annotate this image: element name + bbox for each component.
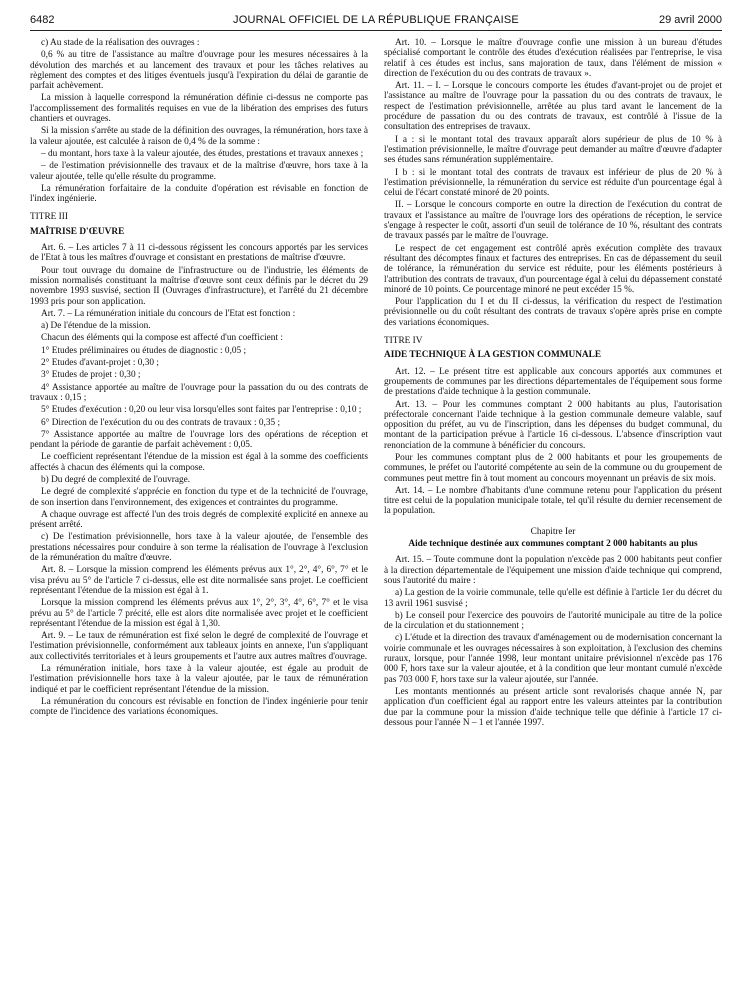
right-column bbox=[384, 38, 722, 730]
article: Art. 13. – Pour les communes comptant 2 000 habitants au plus, l'autorisation préfectorale concernant l'aide technique à la gestion communale demeure valable, sauf opposition du préfet, au vu de l'inscription, dans les dépenses du budget communal, du montant de la participation prévue à l'article 16 ci-dessous. L'absence d'inscription vaut renonciation de la commune à bénéficier du concours. bbox=[384, 399, 722, 451]
paragraph: 0,6 % au titre de l'assistance au maître d'ouvrage pour les mesures nécessaires à la dévolution des marchés et au lancement des travaux et pour les tâches relatives au règlement des comptes et des litiges éventuels jusqu'à l'expiration du délai de garantie de parfait achèvement. bbox=[30, 50, 368, 92]
left-column bbox=[30, 38, 368, 720]
article: Art. 12. – Le présent titre est applicable aux concours apportés aux communes et groupements de communes par les directions départementales de l'équipement sous forme de prestations d'aide technique à la gestion communale. bbox=[384, 366, 722, 398]
chapter-subheading: Aide technique destinée aux communes comptant 2 000 habitants au plus bbox=[408, 539, 698, 550]
title-subheading: AIDE TECHNIQUE À LA GESTION COMMUNALE bbox=[384, 350, 602, 361]
paragraph: Le coefficient représentant l'étendue de la mission est égal à la somme des coefficients affectés à chacun des éléments qui la compose. bbox=[30, 452, 368, 473]
article: Art. 7. – La rémunération initiale du concours de l'Etat est fonction : bbox=[41, 308, 296, 319]
paragraph: I a : si le montant total des travaux apparaît alors supérieur de plus de 10 % à l'estimation prévisionnelle, le maître d'ouvrage peut demander au maître d'œuvre d'adapter ses études sans rémunération supplémentaire. bbox=[384, 134, 722, 166]
paragraph: – du montant, hors taxe à la valeur ajoutée, des études, prestations et travaux annexes ; bbox=[41, 148, 364, 159]
paragraph: a) De l'étendue de la mission. bbox=[41, 321, 151, 332]
paragraph: II. – Lorsque le concours comporte en outre la direction de l'exécution du contrat de travaux et l'assistance au maître de l'ouvrage lors des opérations de réception, le service s'engage à respecter le coût, assorti d'un seuil de tolérance de 10 %, résultant des contrats de travaux passés par le maître de l'ouvrage. bbox=[384, 200, 722, 242]
paragraph: La rémunération forfaitaire de la conduite d'opération est révisable en fonction de l'index ingénierie. bbox=[30, 183, 368, 205]
paragraph: c) L'étude et la direction des travaux d'aménagement ou de modernisation concernant la voirie communale et les ouvrages nécessaires à son exploitation, à l'exclusion des chemins ruraux, lorsque, pour l'année 1998, leur montant unitaire prévisionnel n'excède pas 176 000 F, hors taxe sur la valeur ajoutée, et à la condition que leur montant cumulé n'excède pas 703 000 F, hors taxe sur la valeur ajoutée, sur l'année. bbox=[384, 633, 722, 685]
article: Art. 15. – Toute commune dont la population n'excède pas 2 000 habitants peut confier à la direction départementale de l'équipement une mission d'aide technique qui comprend, sous l'autorité du maire : bbox=[384, 555, 722, 586]
paragraph: – de l'estimation prévisionnelle des travaux et de la maîtrise d'œuvre, hors taxe à la valeur ajoutée, telle qu'elle résulte du programme. bbox=[30, 161, 368, 182]
list-item: 3° Etudes de projet : 0,30 ; bbox=[41, 370, 141, 381]
title-heading: TITRE III bbox=[30, 212, 68, 223]
paragraph: b) Du degré de complexité de l'ouvrage. bbox=[41, 474, 191, 485]
paragraph: La rémunération du concours est révisable en fonction de l'index ingénierie pour tenir compte de l'incidence des variations économiques. bbox=[30, 696, 368, 718]
journal-title: JOURNAL OFFICIEL DE LA RÉPUBLIQUE FRANÇAISE bbox=[233, 14, 519, 26]
list-item: 5° Etudes d'exécution : 0,20 ou leur visa lorsqu'elles sont faites par l'entreprise : 0,10 ; bbox=[41, 405, 362, 416]
paragraph: I b : si le montant total des contrats de travaux est inférieur de plus de 20 % à l'estimation prévisionnelle, la rémunération du service est réduite d'un pourcentage égal à celui de l'écart constaté minoré de 20 points. bbox=[384, 167, 722, 199]
paragraph: Si la mission s'arrête au stade de la définition des ouvrages, la rémunération, hors taxe à la valeur ajoutée, est calculée à raison de 0,4 % de la somme : bbox=[30, 126, 368, 147]
paragraph: Lorsque la mission comprend les éléments prévus aux 1°, 2°, 3°, 4°, 6°, 7° et le visa prévu au 5° de l'article 7 précité, elle est alors dite normalisée avec projet et le coefficient représentant l'étendue de la mission est égal à 1,30. bbox=[30, 598, 368, 629]
article: Art. 8. – Lorsque la mission comprend les éléments prévus aux 1°, 2°, 4°, 6°, 7° et le visa prévu au 5° de l'article 7 ci-dessus, elle est dite normalisée sans projet. Le coefficient représentant l'étendue de la mission est égal à 1. bbox=[30, 565, 368, 596]
paragraph: Les montants mentionnés au présent article sont revalorisés chaque année N, par application d'un coefficient égal au rapport entre les valeurs atteintes par la contribution due par la commune pour la mission d'aide technique telle que définie à l'article 17 ci-dessous pour l'année N – 1 et l'année 1997. bbox=[384, 686, 722, 728]
article: Art. 14. – Le nombre d'habitants d'une commune retenu pour l'application du présent titre est celui de la population municipale totale, tel qu'il résulte du dernier recensement de la population. bbox=[384, 485, 722, 517]
paragraph: a) La gestion de la voirie communale, telle qu'elle est définie à l'article 1er du décret du 13 avril 1961 susvisé ; bbox=[384, 588, 722, 609]
paragraph: Le degré de complexité s'apprécie en fonction du type et de la technicité de l'ouvrage, de son insertion dans l'environnement, des exigences et contraintes du programme. bbox=[30, 487, 368, 508]
paragraph: Pour les communes comptant plus de 2 000 habitants et pour les groupements de communes, le préfet ou l'autorité compétente au sein de la commune ou du groupement de communes peut mettre fin à tout moment au concours moyennant un préavis de six mois. bbox=[384, 452, 722, 484]
paragraph: c) Au stade de la réalisation des ouvrages : bbox=[41, 38, 200, 48]
paragraph: c) De l'estimation prévisionnelle, hors taxe à la valeur ajoutée, de l'ensemble des prestations nécessaires pour conduire à son terme la réalisation de l'ouvrage à l'exclusion de la rémunération du maître d'œuvre. bbox=[30, 532, 368, 564]
chapter-heading: Chapitre Ier bbox=[530, 526, 576, 537]
paragraph: La rémunération initiale, hors taxe à la valeur ajoutée, est égale au produit de l'estimation prévisionnelle hors taxe à la valeur ajoutée, par le taux de rémunération indiqué et par le coefficient représentant l'étendue de la mission. bbox=[30, 664, 368, 695]
paragraph: A chaque ouvrage est affecté l'un des trois degrés de complexité explicité en annexe au présent arrêté. bbox=[30, 509, 368, 531]
page-number: 6482 bbox=[30, 14, 55, 26]
title-heading: TITRE IV bbox=[384, 336, 423, 347]
header-rule bbox=[30, 30, 722, 31]
list-item: 7° Assistance apportée au maître de l'ouvrage lors des opérations de réception et pendant la période de garantie de parfait achèvement : 0,05. bbox=[30, 429, 368, 451]
article: Art. 10. – Lorsque le maître d'ouvrage confie une mission à un bureau d'études spécialisé comportant le contrôle des études d'exécution réalisées par l'entreprise, le visa relatif à ces études est inclus, sans majoration de taux, dans l'élément de mission « direction de l'exécution du ou des contrats de travaux ». bbox=[384, 38, 722, 79]
list-item: 6° Direction de l'exécution du ou des contrats de travaux : 0,35 ; bbox=[41, 417, 281, 428]
paragraph: La mission à laquelle correspond la rémunération définie ci-dessus ne comporte pas l'accomplissement des formalités requises en vue de la libération des emprises des futurs chantiers et ouvrages. bbox=[30, 93, 368, 125]
article: Art. 11. – I. – Lorsque le concours comporte les études d'avant-projet ou de projet et l'assistance au maître de l'ouvrage pour la passation du ou des contrats de travaux, le respect de l'estimation prévisionnelle, arrêtée au plus tard avant le lancement de la procédure de passation du ou des contrats de travaux, est contrôlé à l'issue de la consultation des entreprises de travaux. bbox=[384, 81, 722, 133]
list-item: 4° Assistance apportée au maître de l'ouvrage pour la passation du ou des contrats de travaux : 0,15 ; bbox=[30, 382, 368, 403]
list-item: 1° Etudes préliminaires ou études de diagnostic : 0,05 ; bbox=[41, 345, 247, 356]
article: Art. 6. – Les articles 7 à 11 ci-dessous régissent les concours apportés par les services de l'Etat à tous les maîtres d'ouvrage et consistant en prestations de maîtrise d'œuvre. bbox=[30, 243, 368, 264]
paragraph: Pour tout ouvrage du domaine de l'infrastructure ou de l'industrie, les éléments de mission normalisés constituant la maîtrise d'œuvre sont ceux définis par le décret du 29 novembre 1993 susvisé, section II (Ouvrages d'infrastructure), et l'arrêté du 21 décembre 1993 pris pour son application. bbox=[30, 265, 368, 307]
title-subheading: MAÎTRISE D'ŒUVRE bbox=[30, 226, 125, 237]
publication-date: 29 avril 2000 bbox=[659, 14, 722, 26]
paragraph: Pour l'application du I et du II ci-dessus, la vérification du respect de l'estimation prévisionnelle ou du coût résultant des contrats de travaux s'opère après prise en compte des variations économiques. bbox=[384, 297, 722, 328]
list-item: 2° Etudes d'avant-projet : 0,30 ; bbox=[41, 358, 159, 369]
paragraph: b) Le conseil pour l'exercice des pouvoirs de l'autorité municipale au titre de la police de la circulation et du stationnement ; bbox=[384, 610, 722, 632]
article: Art. 9. – Le taux de rémunération est fixé selon le degré de complexité de l'ouvrage et l'estimation prévisionnelle, conformément aux tableaux joints en annexe, l'un s'appliquant aux collectivités territoriales et à leurs groupements et l'autre aux autres maîtres d'ouvrage. bbox=[30, 631, 368, 662]
paragraph: Chacun des éléments qui la compose est affecté d'un coefficient : bbox=[41, 333, 283, 344]
paragraph: Le respect de cet engagement est contrôlé après exécution complète des travaux résultant des décomptes finaux et factures des entreprises. En cas de dépassement du seuil de tolérance, la rémunération du service est réduite, pour les éléments postérieurs à l'attribution des contrats de travaux, d'un pourcentage égal à celui du dépassement constaté minoré de 10 points. Ce pourcentage minoré ne peut excéder 15 %. bbox=[384, 243, 722, 295]
